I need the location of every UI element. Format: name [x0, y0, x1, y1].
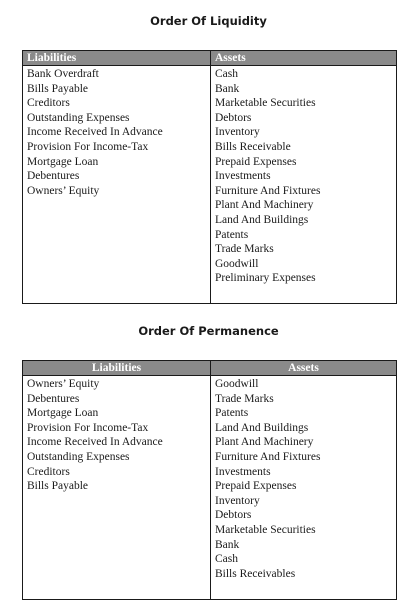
asset-item: Land And Buildings — [215, 213, 309, 226]
asset-item: Plant And Machinery — [215, 436, 314, 449]
permanence-liabilities-header: Liabilities — [23, 361, 211, 375]
asset-item: Debtors — [215, 111, 252, 124]
asset-item: Investments — [215, 170, 271, 183]
asset-item: Inventory — [215, 494, 260, 507]
liability-item: Outstanding Expenses — [27, 450, 130, 463]
permanence-liabilities-column — [23, 376, 211, 599]
liquidity-table — [22, 50, 397, 304]
liquidity-table-body — [23, 66, 396, 303]
asset-item: Marketable Securities — [215, 97, 316, 110]
asset-item: Investments — [215, 465, 271, 478]
liquidity-title: Order Of Liquidity — [150, 14, 267, 28]
asset-item: Prepaid Expenses — [215, 480, 297, 493]
liquidity-assets-column — [211, 66, 396, 303]
asset-item: Inventory — [215, 126, 260, 139]
liability-item: Bank Overdraft — [27, 68, 99, 80]
liquidity-liabilities-column — [23, 66, 211, 303]
liability-item: Debentures — [27, 392, 80, 405]
liquidity-table-header — [23, 51, 396, 66]
liability-item: Income Received In Advance — [27, 436, 163, 449]
asset-item: Land And Buildings — [215, 421, 309, 434]
permanence-table-header — [23, 361, 396, 376]
asset-item: Bills Receivable — [215, 140, 291, 153]
asset-item: Preliminary Expenses — [215, 272, 316, 285]
permanence-table-body — [23, 376, 396, 599]
liability-item: Bills Payable — [27, 480, 89, 493]
liability-item: Creditors — [27, 97, 70, 110]
liability-item: Outstanding Expenses — [27, 111, 130, 124]
asset-item: Marketable Securities — [215, 523, 316, 536]
asset-item: Furniture And Fixtures — [215, 450, 321, 463]
liability-item: Owners’ Equity — [27, 378, 100, 390]
liability-item: Mortgage Loan — [27, 155, 99, 168]
liability-item: Bills Payable — [27, 82, 89, 95]
permanence-assets-header: Assets — [288, 362, 319, 374]
liability-item: Mortgage Loan — [27, 407, 99, 420]
asset-item: Prepaid Expenses — [215, 155, 297, 168]
asset-item: Trade Marks — [215, 243, 274, 256]
asset-item: Debtors — [215, 509, 252, 522]
asset-item: Bank — [215, 82, 240, 95]
asset-item: Cash — [215, 68, 238, 80]
asset-item: Patents — [215, 407, 249, 420]
liquidity-assets-header: Assets — [215, 52, 246, 64]
permanence-table — [22, 360, 397, 600]
asset-item: Bills Receivables — [215, 567, 296, 580]
asset-item: Plant And Machinery — [215, 199, 314, 212]
asset-item: Bank — [215, 538, 240, 551]
liability-item: Creditors — [27, 465, 70, 478]
liquidity-liabilities-header: Liabilities — [23, 51, 211, 65]
permanence-assets-column — [211, 376, 396, 599]
asset-item: Trade Marks — [215, 392, 274, 405]
liability-item: Debentures — [27, 170, 80, 183]
asset-item: Cash — [215, 553, 238, 566]
liability-item: Income Received In Advance — [27, 126, 163, 139]
asset-item: Goodwill — [215, 378, 259, 390]
asset-item: Goodwill — [215, 257, 259, 270]
liability-item: Provision For Income-Tax — [27, 421, 149, 434]
asset-item: Furniture And Fixtures — [215, 184, 321, 197]
liability-item: Owners’ Equity — [27, 184, 100, 197]
permanence-title: Order Of Permanence — [138, 324, 279, 338]
liability-item: Provision For Income-Tax — [27, 140, 149, 153]
asset-item: Patents — [215, 228, 249, 241]
